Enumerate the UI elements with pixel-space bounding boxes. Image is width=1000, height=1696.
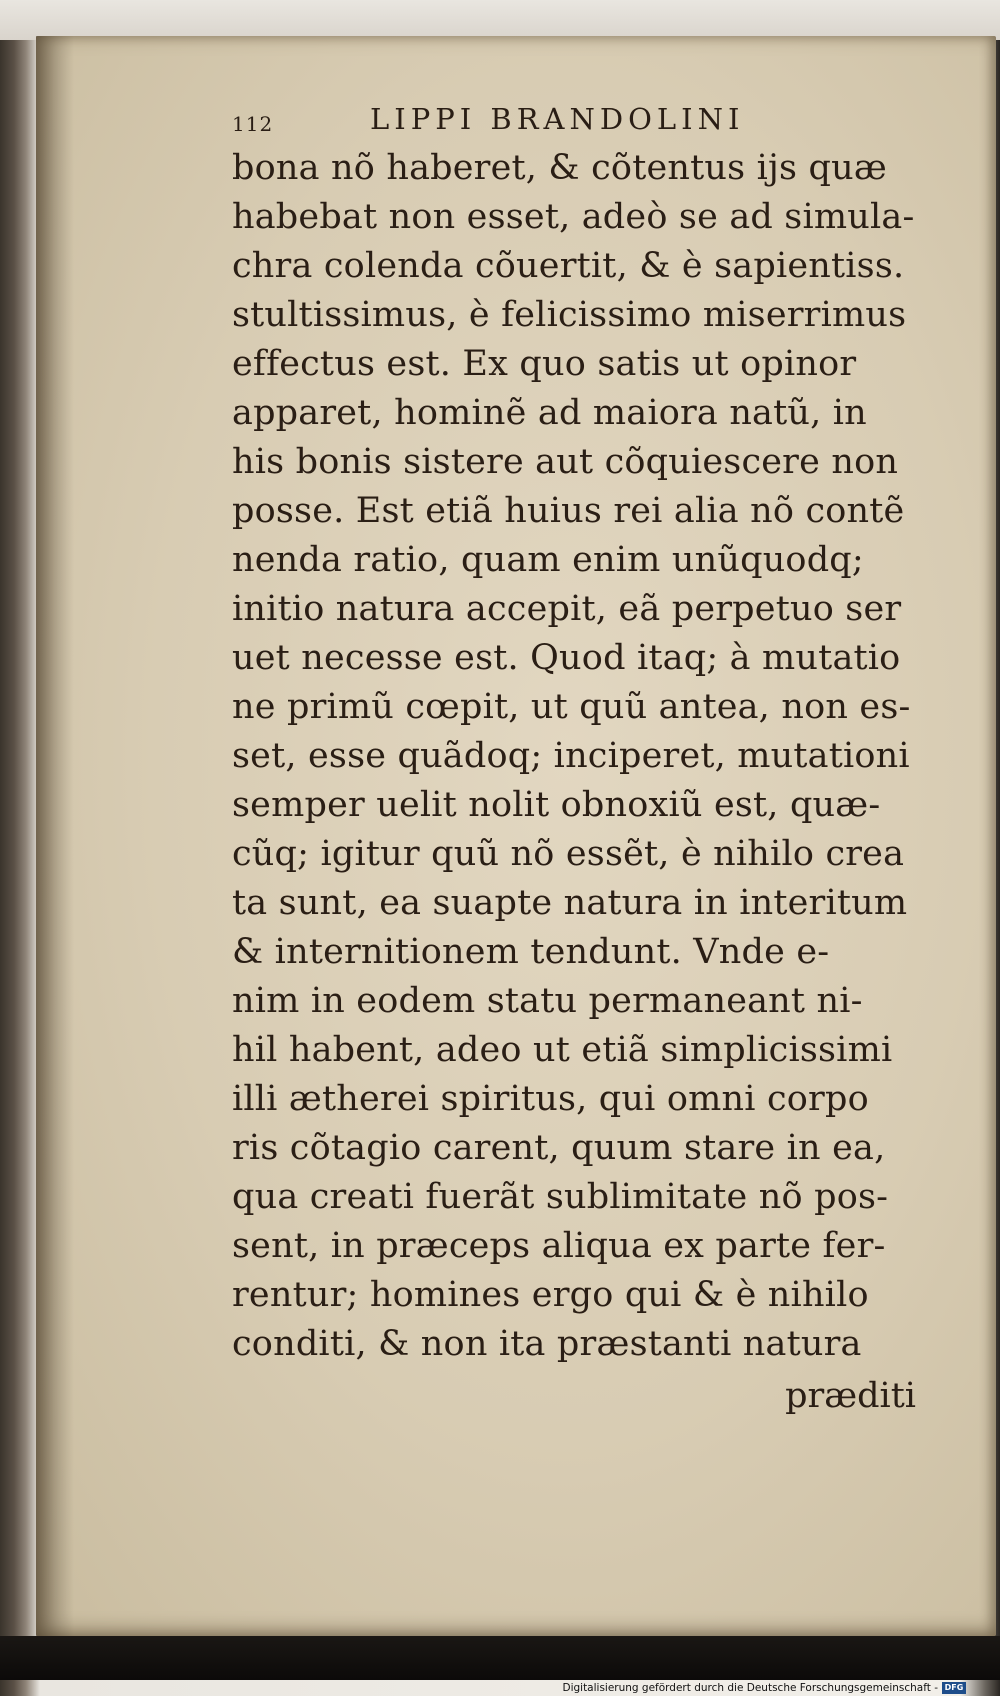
text-line: ne primũ cœpit, ut quũ antea, non es- — [232, 687, 911, 727]
text-line: bona nõ haberet, & cõtentus ijs quæ — [232, 148, 887, 188]
text-line: cũq; igitur quũ nõ essẽt, è nihilo crea — [232, 834, 905, 874]
running-head: LIPPI BRANDOLINI — [370, 102, 745, 136]
text-line: illi ætherei spiritus, qui omni corpo — [232, 1079, 869, 1119]
text-line: initio natura accepit, eã perpetuo ser — [232, 589, 902, 629]
text-line: sent, in præceps aliqua ex parte fer- — [232, 1226, 886, 1266]
text-line: hil habent, adeo ut etiã simplicissimi — [232, 1030, 893, 1070]
text-line: habebat non esset, adeò se ad simula- — [232, 197, 915, 237]
text-line: rentur; homines ergo qui & è nihilo — [232, 1275, 869, 1315]
funding-credit: Digitalisierung gefördert durch die Deutsche Forschungsgemeinschaft - — [562, 1682, 938, 1694]
text-block — [232, 100, 922, 1423]
text-line: chra colenda cõuertit, & è sapientiss. — [232, 246, 905, 286]
text-line: stultissimus, è felicissimo miserrimus — [232, 295, 907, 335]
text-line: qua creati fuerãt sublimitate nõ pos- — [232, 1177, 889, 1217]
text-line: nim in eodem statu permaneant ni- — [232, 981, 863, 1021]
page-number: 112 — [232, 112, 274, 136]
text-line: uet necesse est. Quod itaq; à mutatio — [232, 638, 901, 678]
text-line: set, esse quãdoq; inciperet, mutationi — [232, 736, 910, 776]
text-line: posse. Est etiã huius rei alia nõ contẽ — [232, 491, 905, 531]
text-line: conditi, & non ita præstanti natura — [232, 1324, 862, 1364]
text-line: & internitionem tendunt. Vnde e- — [232, 932, 830, 972]
dfg-logo: DFG — [942, 1682, 966, 1694]
text-line: semper uelit nolit obnoxiũ est, quæ- — [232, 785, 881, 825]
text-line: his bonis sistere aut cõquiescere non — [232, 442, 899, 482]
text-line: ta sunt, ea suapte natura in interitum — [232, 883, 908, 923]
text-line: ris cõtagio carent, quum stare in ea, — [232, 1128, 886, 1168]
gutter-shadow — [36, 36, 74, 1636]
catchword: præditi — [785, 1376, 916, 1416]
backdrop-top — [0, 0, 1000, 40]
text-line: nenda ratio, quam enim unũquodq; — [232, 540, 864, 580]
scanner-bottom-band — [0, 1636, 1000, 1680]
text-line: effectus est. Ex quo satis ut opinor — [232, 344, 857, 384]
text-line: apparet, hominẽ ad maiora natũ, in — [232, 393, 867, 433]
page-header — [232, 100, 922, 144]
